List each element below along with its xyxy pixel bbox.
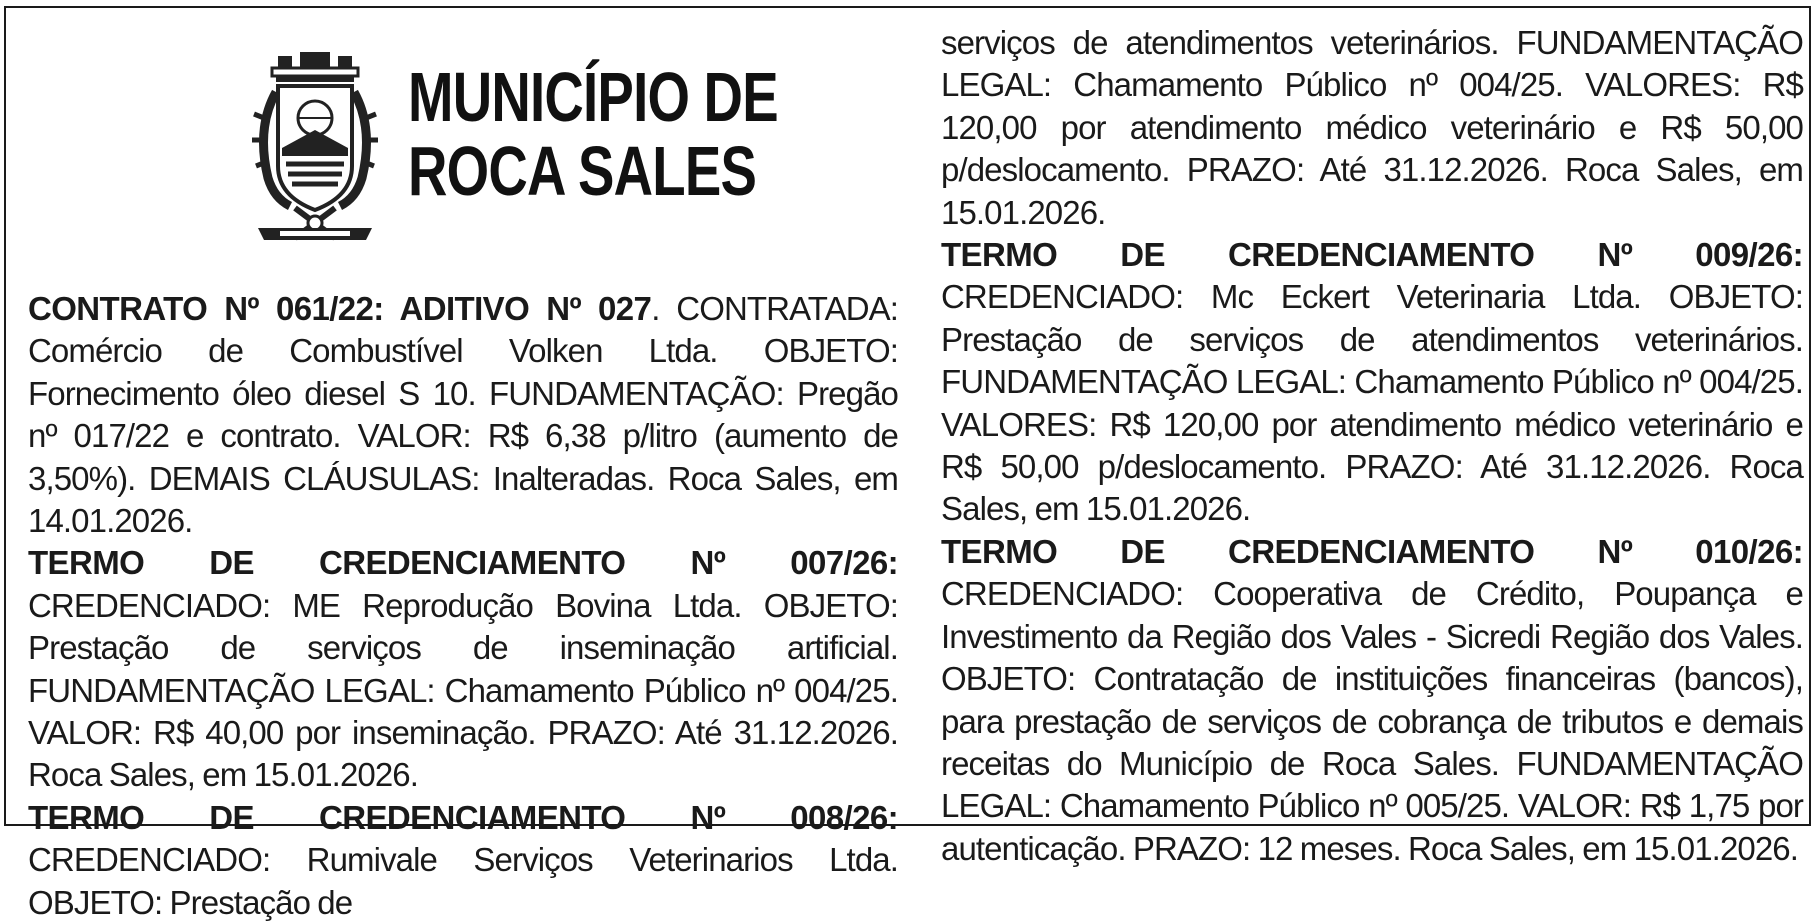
entry-termo-008 (28, 797, 898, 924)
right-column (941, 22, 1803, 870)
entry-heading: CONTRATO Nº 061/22: ADITIVO Nº 027 (28, 290, 652, 327)
entry-body: . CONTRATADA: Comércio de Combustível Volken Ltda. OBJETO: Fornecimento óleo diesel S 10. FUNDAMENTAÇÃO: Pregão nº 017/22 e contrato. VALOR: R$ 6,38 p/litro (aumento de 3,50%). DEMAIS CLÁUSULAS: Inalteradas. Roca Sales, em 14.01.2026. (28, 290, 898, 540)
entry-termo-007 (28, 542, 898, 796)
entry-body: CREDENCIADO: Cooperativa de Crédito, Poupança e Investimento da Região dos Vales - Sicredi Região dos Vales. OBJETO: Contratação de instituições financeiras (bancos), para prestação de serviços de cobrança de tributos e demais receitas do Município de Roca Sales. FUNDAMENTAÇÃO LEGAL: Chamamento Público nº 005/25. VALOR: R$ 1,75 por autenticação. PRAZO: 12 meses. Roca Sales, em 15.01.2026. (941, 575, 1803, 867)
entry-heading: TERMO DE CREDENCIAMENTO Nº 007/26: (28, 544, 898, 582)
entry-body: CREDENCIADO: ME Reprodução Bovina Ltda. OBJETO: Prestação de serviços de inseminação artificial. FUNDAMENTAÇÃO LEGAL: Chamamento Público nº 004/25. VALOR: R$ 40,00 por inseminação. PRAZO: Até 31.12.2026. Roca Sales, em 15.01.2026. (28, 586, 898, 794)
entry-heading: TERMO DE CREDENCIAMENTO Nº 009/26: (941, 236, 1803, 274)
entry-contrato-061 (28, 288, 898, 542)
entry-heading: TERMO DE CREDENCIAMENTO Nº 010/26: (941, 532, 1803, 570)
notice-frame (4, 6, 1811, 921)
left-column (28, 8, 898, 921)
header (28, 8, 898, 280)
entry-termo-009 (941, 234, 1803, 531)
entry-body: CREDENCIADO: Mc Eckert Veterinaria Ltda. OBJETO: Prestação de serviços de atendimentos veterinários. FUNDAMENTAÇÃO LEGAL: Chamamento Público nº 004/25. VALORES: R$ 120,00 por atendimento médico veterinário e R$ 50,00 p/deslocamento. PRAZO: Até 31.12.2026. Roca Sales, em 15.01.2026. (941, 278, 1803, 528)
entry-termo-008-continuation: serviços de atendimentos veterinários. FUNDAMENTAÇÃO LEGAL: Chamamento Público nº 004/25. VALORES: R$ 120,00 por atendimento médico veterinário e R$ 50,00 p/deslocamento. PRAZO: Até 31.12.2026. Roca Sales, em 15.01.2026. (941, 24, 1803, 231)
entry-termo-010 (941, 531, 1803, 870)
municipal-coat-of-arms-icon (250, 48, 380, 248)
entry-heading: TERMO DE CREDENCIAMENTO Nº 008/26: (28, 798, 898, 836)
title-line-1: MUNICÍPIO DE (408, 58, 778, 136)
page-title (408, 60, 778, 208)
title-line-2: ROCA SALES (408, 132, 757, 210)
entry-body: CREDENCIADO: Rumivale Serviços Veterinarios Ltda. OBJETO: Prestação de (28, 841, 898, 921)
